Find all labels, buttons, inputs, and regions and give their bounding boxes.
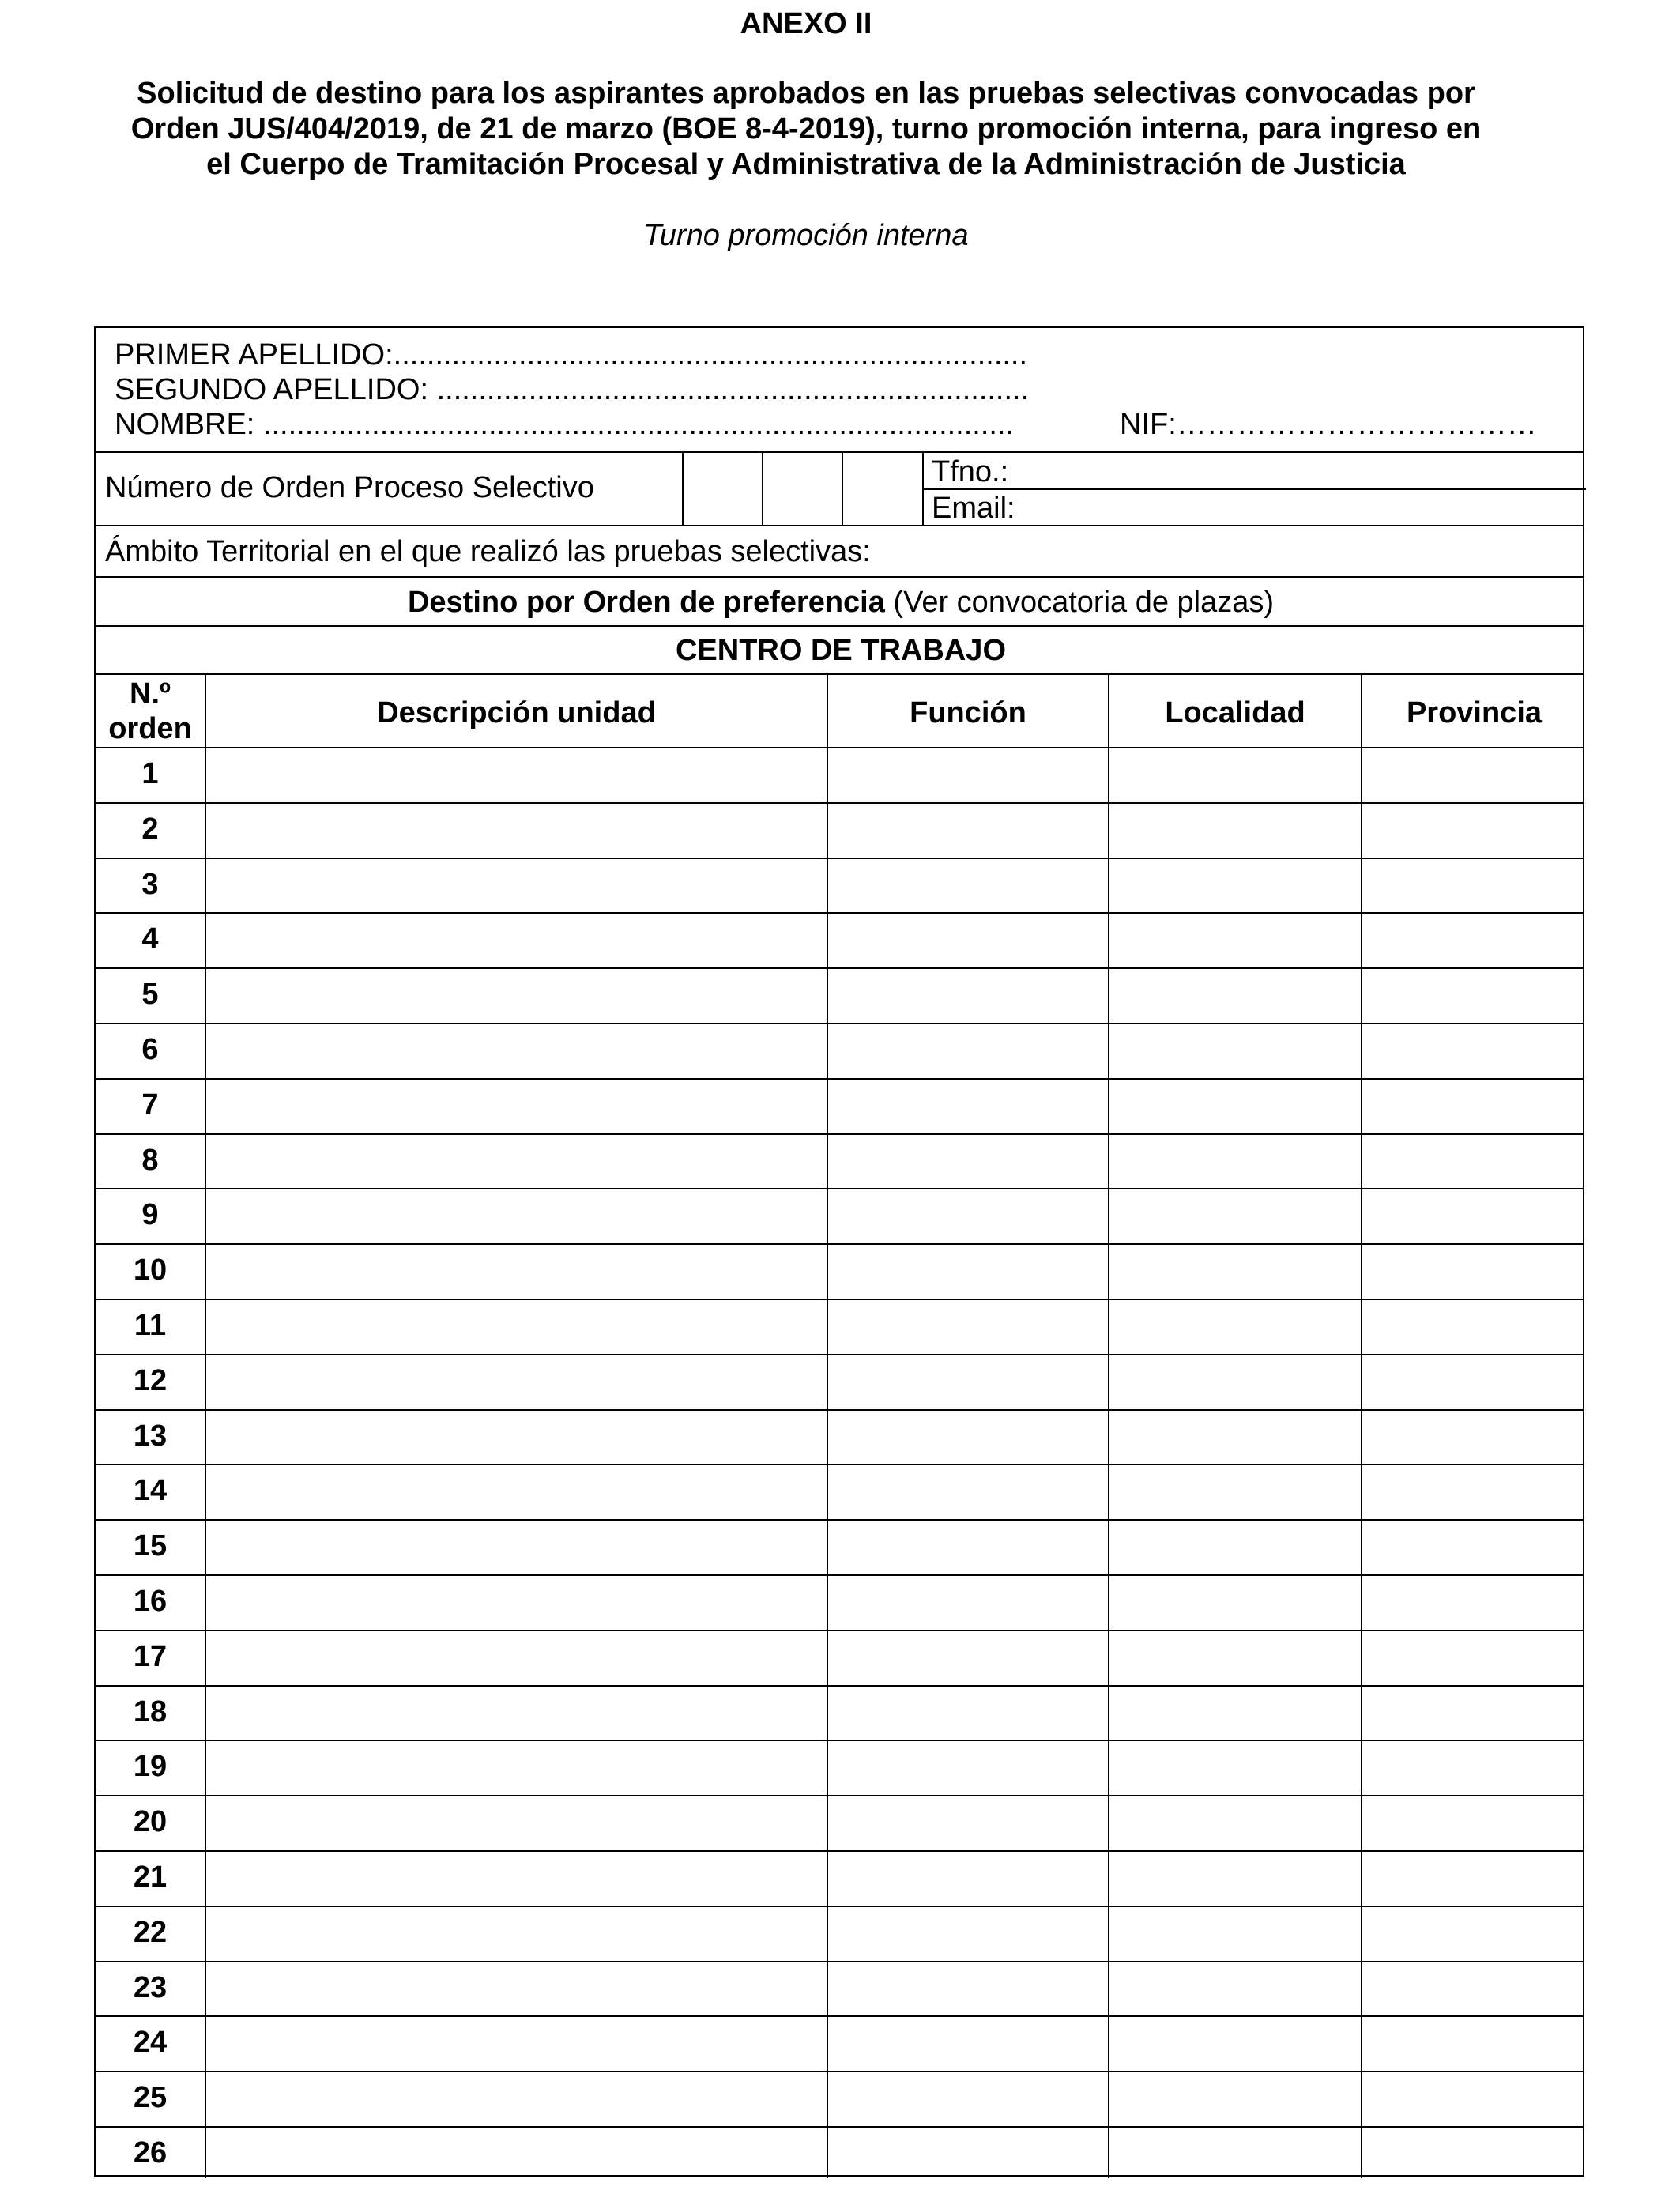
column-header-localidad: Localidad (1165, 696, 1305, 729)
row-number: 20 (133, 1805, 168, 1838)
funcion-cell[interactable] (828, 1300, 1108, 1354)
column-header-provincia: Provincia (1406, 696, 1543, 729)
localidad-cell[interactable] (1109, 2072, 1361, 2126)
localidad-cell[interactable] (1109, 914, 1361, 967)
primer-apellido-field[interactable]: PRIMER APELLIDO:............................................................................ (115, 338, 1028, 371)
row-number: 16 (133, 1585, 168, 1618)
descripcion-cell[interactable] (206, 1411, 827, 1465)
localidad-cell[interactable] (1109, 969, 1361, 1023)
localidad-cell[interactable] (1109, 748, 1361, 802)
provincia-cell[interactable] (1362, 1355, 1584, 1409)
title-line: Orden JUS/404/2019, de 21 de marzo (BOE 8-4-2019), turno promoción interna, para ingreso en (130, 112, 1482, 145)
annex-title: ANEXO II (740, 7, 872, 40)
email-field[interactable]: Email: (932, 492, 1015, 525)
row-number: 22 (133, 1916, 168, 1949)
numero-orden-label: Número de Orden Proceso Selectivo (105, 471, 594, 504)
row-number: 1 (141, 757, 159, 790)
funcion-cell[interactable] (828, 1245, 1108, 1299)
provincia-cell[interactable] (1362, 748, 1584, 802)
row-number: 11 (134, 1309, 167, 1342)
descripcion-cell[interactable] (206, 1135, 827, 1189)
destino-heading-bold: Destino por Orden de preferencia (407, 586, 885, 619)
descripcion-cell[interactable] (206, 1189, 827, 1243)
funcion-cell[interactable] (828, 1962, 1108, 2016)
provincia-cell[interactable] (1362, 1521, 1584, 1574)
funcion-cell[interactable] (828, 1080, 1108, 1133)
provincia-cell[interactable] (1362, 969, 1584, 1023)
localidad-cell[interactable] (1109, 1907, 1361, 1961)
provincia-cell[interactable] (1362, 804, 1584, 858)
localidad-cell[interactable] (1109, 859, 1361, 913)
provincia-cell[interactable] (1362, 1465, 1584, 1519)
funcion-cell[interactable] (828, 1852, 1108, 1906)
funcion-cell[interactable] (828, 2072, 1108, 2126)
provincia-cell[interactable] (1362, 1300, 1584, 1354)
row-number: 10 (133, 1253, 168, 1287)
localidad-cell[interactable] (1109, 2128, 1361, 2181)
row-number: 4 (141, 922, 159, 956)
localidad-cell[interactable] (1109, 1687, 1361, 1740)
localidad-cell[interactable] (1109, 1411, 1361, 1465)
localidad-cell[interactable] (1109, 1521, 1361, 1574)
funcion-cell[interactable] (828, 1189, 1108, 1243)
divider (922, 488, 1586, 490)
divider (96, 525, 1583, 526)
localidad-cell[interactable] (1109, 1465, 1361, 1519)
provincia-cell[interactable] (1362, 2072, 1584, 2126)
provincia-cell[interactable] (1362, 1852, 1584, 1906)
localidad-cell[interactable] (1109, 1355, 1361, 1409)
funcion-cell[interactable] (828, 804, 1108, 858)
provincia-cell[interactable] (1362, 1135, 1584, 1189)
row-number: 2 (141, 812, 159, 846)
nombre-field[interactable]: NOMBRE: .......................................................................................... (115, 408, 1015, 441)
descripcion-cell[interactable] (206, 804, 827, 858)
provincia-cell[interactable] (1362, 2017, 1584, 2071)
row-number: 15 (133, 1529, 168, 1563)
row-number: 3 (141, 868, 159, 901)
row-number: 17 (133, 1640, 168, 1673)
funcion-cell[interactable] (828, 1796, 1108, 1850)
localidad-cell[interactable] (1109, 1576, 1361, 1630)
provincia-cell[interactable] (1362, 1024, 1584, 1078)
provincia-cell[interactable] (1362, 1907, 1584, 1961)
column-header-numero (96, 677, 205, 746)
row-number: 18 (133, 1695, 168, 1728)
column-header-descripcion: Descripción unidad (377, 696, 656, 729)
localidad-cell[interactable] (1109, 804, 1361, 858)
divider (96, 576, 1583, 578)
localidad-cell[interactable] (1109, 1189, 1361, 1243)
localidad-cell[interactable] (1109, 2017, 1361, 2071)
localidad-cell[interactable] (1109, 1796, 1361, 1850)
localidad-cell[interactable] (1109, 1300, 1361, 1354)
provincia-cell[interactable] (1362, 914, 1584, 967)
row-number: 8 (141, 1144, 159, 1177)
title-line: el Cuerpo de Tramitación Procesal y Administrativa de la Administración de Justicia (206, 148, 1406, 181)
descripcion-cell[interactable] (206, 2017, 827, 2071)
row-number: 23 (133, 1971, 168, 2004)
centro-trabajo-heading: CENTRO DE TRABAJO (675, 634, 1007, 667)
nif-field[interactable]: NIF:……………………………… (1120, 408, 1537, 441)
descripcion-cell[interactable] (206, 1687, 827, 1740)
localidad-cell[interactable] (1109, 1631, 1361, 1685)
descripcion-cell[interactable] (206, 2128, 827, 2181)
descripcion-cell[interactable] (206, 1741, 827, 1795)
application-form (94, 326, 1584, 2177)
funcion-cell[interactable] (828, 1687, 1108, 1740)
descripcion-cell[interactable] (206, 859, 827, 913)
descripcion-cell[interactable] (206, 1080, 827, 1133)
provincia-cell[interactable] (1362, 1576, 1584, 1630)
provincia-cell[interactable] (1362, 1687, 1584, 1740)
row-number: 24 (133, 2026, 168, 2059)
descripcion-cell[interactable] (206, 1962, 827, 2016)
destino-heading-note: (Ver convocatoria de plazas) (884, 586, 1275, 619)
localidad-cell[interactable] (1109, 1080, 1361, 1133)
divider (96, 673, 1583, 675)
descripcion-cell[interactable] (206, 1907, 827, 1961)
divider (96, 625, 1583, 627)
localidad-cell[interactable] (1109, 1135, 1361, 1189)
provincia-cell[interactable] (1362, 1080, 1584, 1133)
destino-heading (96, 585, 1586, 620)
descripcion-cell[interactable] (206, 1852, 827, 1906)
provincia-cell[interactable] (1362, 2128, 1584, 2181)
row-number: 5 (141, 978, 159, 1011)
descripcion-cell[interactable] (206, 1521, 827, 1574)
subtitle: Turno promoción interna (643, 219, 969, 252)
row-number: 25 (133, 2081, 168, 2114)
row-number: 19 (133, 1750, 168, 1783)
funcion-cell[interactable] (828, 1907, 1108, 1961)
numero-orden-box-3[interactable] (843, 453, 922, 523)
funcion-cell[interactable] (828, 969, 1108, 1023)
funcion-cell[interactable] (828, 748, 1108, 802)
row-number: 13 (133, 1419, 168, 1453)
descripcion-cell[interactable] (206, 1245, 827, 1299)
localidad-cell[interactable] (1109, 1852, 1361, 1906)
descripcion-cell[interactable] (206, 1576, 827, 1630)
title-line: Solicitud de destino para los aspirantes aprobados en las pruebas selectivas convocadas por (137, 77, 1475, 110)
descripcion-cell[interactable] (206, 1300, 827, 1354)
funcion-cell[interactable] (828, 1024, 1108, 1078)
row-number: 21 (133, 1860, 168, 1894)
provincia-cell[interactable] (1362, 1962, 1584, 2016)
descripcion-cell[interactable] (206, 1631, 827, 1685)
descripcion-cell[interactable] (206, 914, 827, 967)
funcion-cell[interactable] (828, 914, 1108, 967)
row-number: 6 (141, 1033, 159, 1066)
row-number: 14 (133, 1474, 168, 1507)
provincia-cell[interactable] (1362, 1796, 1584, 1850)
funcion-cell[interactable] (828, 1465, 1108, 1519)
provincia-cell[interactable] (1362, 1411, 1584, 1465)
funcion-cell[interactable] (828, 1741, 1108, 1795)
column-header-numero-line1: N.º (130, 677, 171, 711)
column-header-funcion: Función (910, 696, 1026, 729)
localidad-cell[interactable] (1109, 1024, 1361, 1078)
row-number: 26 (133, 2136, 168, 2169)
provincia-cell[interactable] (1362, 1741, 1584, 1795)
localidad-cell[interactable] (1109, 1741, 1361, 1795)
localidad-cell[interactable] (1109, 1245, 1361, 1299)
funcion-cell[interactable] (828, 1135, 1108, 1189)
document-title (79, 76, 1533, 183)
row-number: 12 (133, 1364, 168, 1397)
funcion-cell[interactable] (828, 859, 1108, 913)
provincia-cell[interactable] (1362, 1189, 1584, 1243)
descripcion-cell[interactable] (206, 1355, 827, 1409)
provincia-cell[interactable] (1362, 1245, 1584, 1299)
funcion-cell[interactable] (828, 1521, 1108, 1574)
funcion-cell[interactable] (828, 1355, 1108, 1409)
descripcion-cell[interactable] (206, 748, 827, 802)
descripcion-cell[interactable] (206, 1465, 827, 1519)
funcion-cell[interactable] (828, 2017, 1108, 2071)
numero-orden-box-2[interactable] (763, 453, 842, 523)
column-header-numero-line2: orden (108, 712, 192, 745)
funcion-cell[interactable] (828, 1631, 1108, 1685)
descripcion-cell[interactable] (206, 1796, 827, 1850)
localidad-cell[interactable] (1109, 1962, 1361, 2016)
provincia-cell[interactable] (1362, 859, 1584, 913)
funcion-cell[interactable] (828, 1576, 1108, 1630)
descripcion-cell[interactable] (206, 2072, 827, 2126)
row-number: 7 (141, 1088, 159, 1122)
row-number: 9 (141, 1198, 159, 1231)
provincia-cell[interactable] (1362, 1631, 1584, 1685)
funcion-cell[interactable] (828, 1411, 1108, 1465)
tfno-field[interactable]: Tfno.: (932, 455, 1009, 488)
segundo-apellido-field[interactable]: SEGUNDO APELLIDO: ....................................................................... (115, 373, 1030, 406)
descripcion-cell[interactable] (206, 969, 827, 1023)
ambito-territorial-field[interactable]: Ámbito Territorial en el que realizó las pruebas selectivas: (105, 535, 871, 568)
numero-orden-box-1[interactable] (684, 453, 762, 523)
descripcion-cell[interactable] (206, 1024, 827, 1078)
funcion-cell[interactable] (828, 2128, 1108, 2181)
